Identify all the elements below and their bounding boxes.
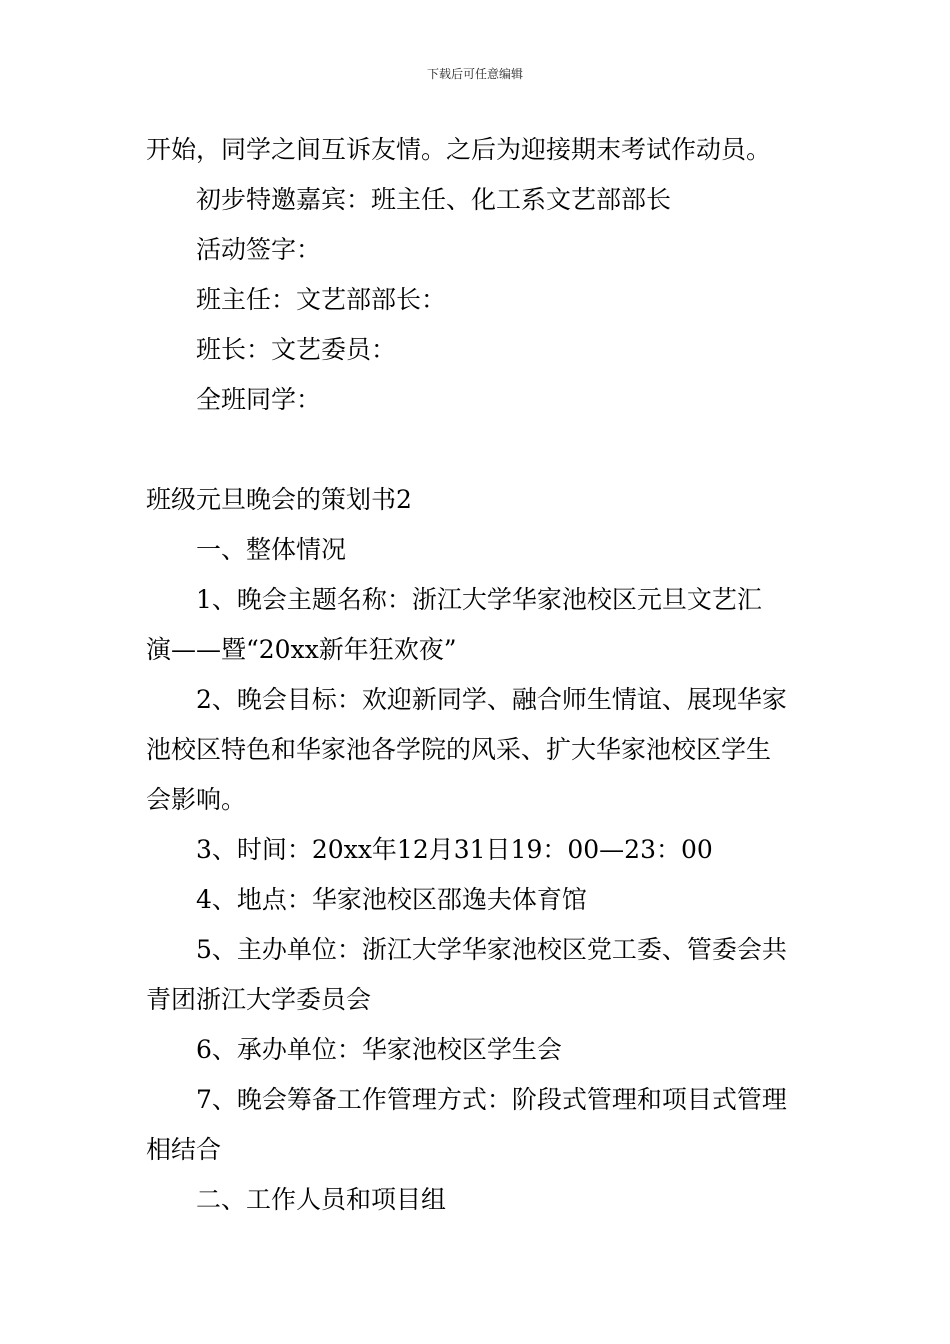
paragraph-line: 班长：文艺委员： (196, 335, 397, 364)
page-header-note: 下载后可任意编辑 (426, 67, 523, 81)
paragraph-line: 3、时间：20xx年12月31日19：00—23：00 (196, 835, 713, 864)
paragraph-line: 初步特邀嘉宾：班主任、化工系文艺部部长 (196, 185, 672, 214)
section-title: 班级元旦晚会的策划书2 (146, 485, 412, 514)
paragraph-line: 池校区特色和华家池各学院的风采、扩大华家池校区学生 (146, 735, 772, 764)
paragraph-line: 相结合 (146, 1135, 222, 1164)
paragraph-line: 班主任：文艺部部长： (196, 285, 447, 314)
heading-line: 一、整体情况 (196, 535, 347, 564)
paragraph-line: 6、承办单位：华家池校区学生会 (196, 1035, 562, 1064)
paragraph-line: 演——暨“20xx新年狂欢夜” (146, 635, 457, 664)
paragraph-line: 2、晚会目标：欢迎新同学、融合师生情谊、展现华家 (196, 685, 787, 714)
paragraph-line: 全班同学： (196, 385, 322, 414)
paragraph-line: 1、晚会主题名称：浙江大学华家池校区元旦文艺汇 (196, 585, 762, 614)
paragraph-line: 5、主办单位：浙江大学华家池校区党工委、管委会共 (196, 935, 787, 964)
blank-line (146, 425, 808, 475)
paragraph-line: 4、地点：华家池校区邵逸夫体育馆 (196, 885, 587, 914)
paragraph-line: 活动签字： (196, 235, 322, 264)
document-body (146, 125, 808, 1225)
paragraph-line: 会影响。 (146, 785, 247, 814)
heading-line: 二、工作人员和项目组 (196, 1185, 447, 1214)
paragraph-line: 7、晚会筹备工作管理方式：阶段式管理和项目式管理 (196, 1085, 787, 1114)
paragraph-line: 开始，同学之间互诉友情。之后为迎接期末考试作动员。 (146, 135, 772, 164)
paragraph-line: 青团浙江大学委员会 (146, 985, 372, 1014)
